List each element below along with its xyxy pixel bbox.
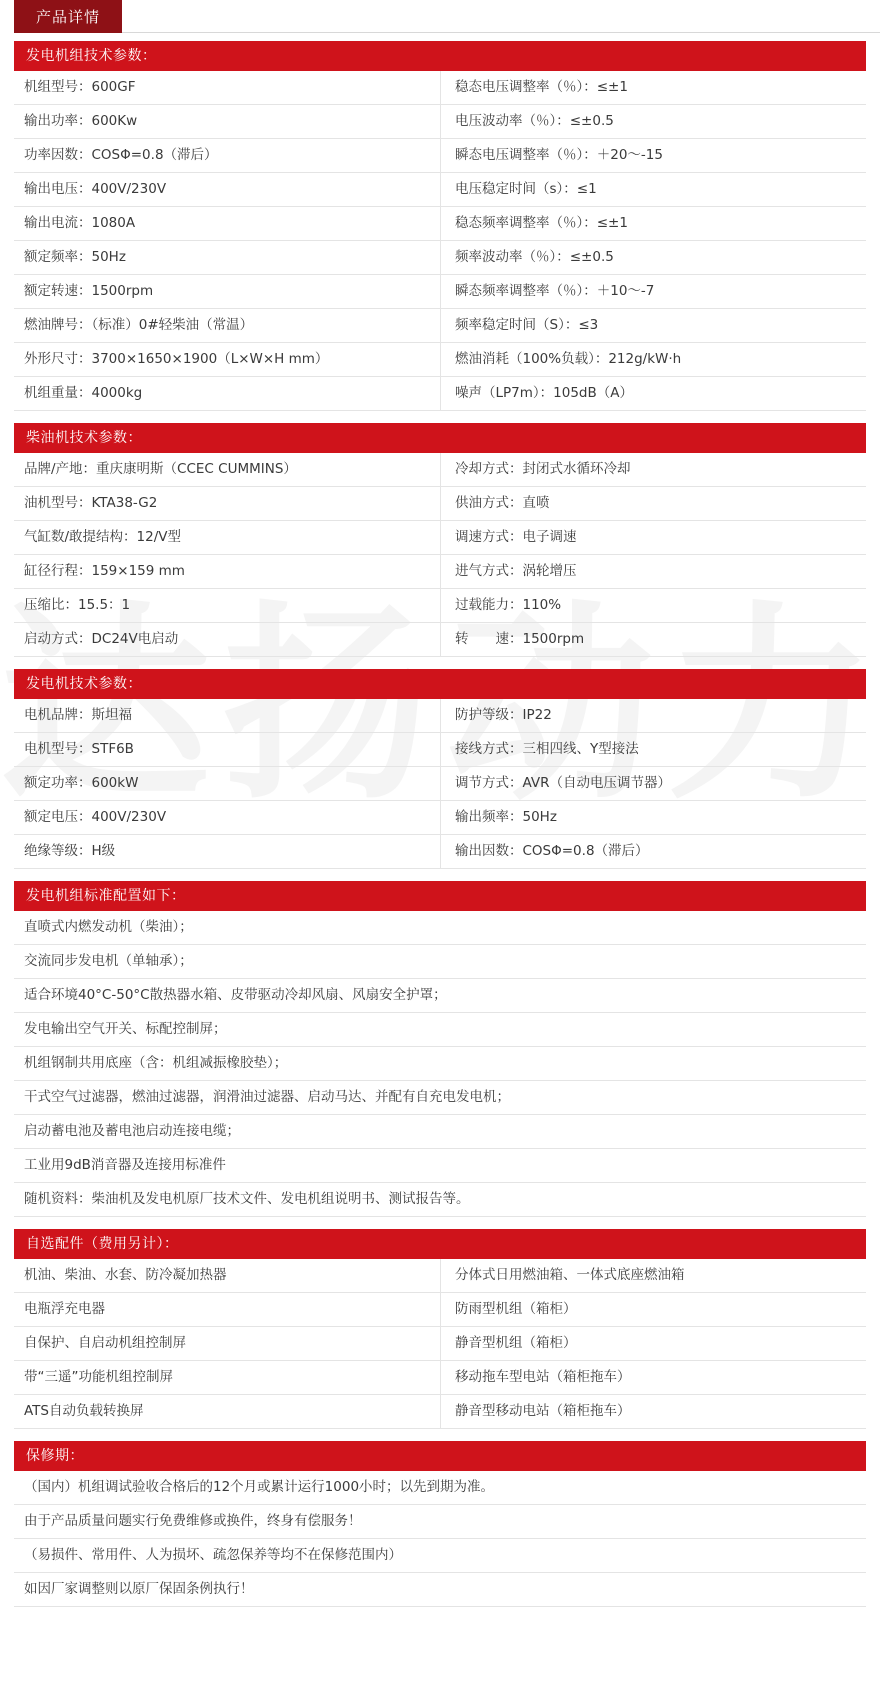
- spec-cell: 电机品牌：斯坦福: [24, 707, 132, 723]
- table-row: [14, 589, 866, 623]
- table-row: [14, 453, 866, 487]
- table-optional-accessories: [14, 1259, 866, 1429]
- spec-cell: 防雨型机组（箱柜）: [440, 1293, 866, 1326]
- list-item: 干式空气过滤器，燃油过滤器，润滑油过滤器、启动马达、并配有自充电发电机；: [14, 1081, 866, 1115]
- table-row: [14, 105, 866, 139]
- spec-cell: 频率稳定时间（S）：≤3: [440, 309, 866, 342]
- spec-cell: 瞬态频率调整率（％）：＋10～‐7: [440, 275, 866, 308]
- section-header-diesel-engine-params: 柴油机技术参数：: [14, 423, 866, 453]
- table-row: [14, 623, 866, 657]
- top-tab-bar: [0, 0, 880, 33]
- spec-cell: 冷却方式：封闭式水循环冷却: [440, 453, 866, 486]
- section-header-warranty: 保修期：: [14, 1441, 866, 1471]
- spec-cell: 输出电压：400V/230V: [24, 181, 167, 197]
- spec-cell: 电压波动率（％）：≤±0.5: [440, 105, 866, 138]
- spec-cell: 输出功率：600Kw: [24, 113, 138, 129]
- spec-cell: 移动拖车型电站（箱柜拖车）: [440, 1361, 866, 1394]
- spec-cell: 外形尺寸：3700×1650×1900（L×W×H mm）: [24, 351, 329, 367]
- spec-cell: 防护等级：IP22: [440, 699, 866, 732]
- spec-cell: 静音型移动电站（箱柜拖车）: [440, 1395, 866, 1428]
- table-row: [14, 555, 866, 589]
- spec-cell: 过载能力：110%: [440, 589, 866, 622]
- spec-cell: 气缸数/敢提结构：12/V型: [24, 529, 182, 545]
- table-row: [14, 139, 866, 173]
- list-item: 如因厂家调整则以原厂保固条例执行！: [14, 1573, 866, 1607]
- table-row: [14, 71, 866, 105]
- spec-cell: 供油方式：直喷: [440, 487, 866, 520]
- list-item: 机组钢制共用底座（含：机组减振橡胶垫）；: [14, 1047, 866, 1081]
- spec-cell: 电机型号：STF6B: [24, 741, 134, 757]
- table-row: [14, 733, 866, 767]
- spec-cell: 启动方式：DC24V电启动: [24, 631, 179, 647]
- spec-cell: 燃油牌号：（标准）0#轻柴油（常温）: [24, 317, 254, 333]
- table-row: [14, 173, 866, 207]
- list-item: （国内）机组调试验收合格后的12个月或累计运行1000小时；以先到期为准。: [14, 1471, 866, 1505]
- spec-cell: 转 速：1500rpm: [440, 623, 866, 656]
- table-row: [14, 1327, 866, 1361]
- spec-cell: 瞬态电压调整率（％）：＋20～‐15: [440, 139, 866, 172]
- table-row: [14, 699, 866, 733]
- list-item: 发电输出空气开关、标配控制屏；: [14, 1013, 866, 1047]
- spec-cell: 稳态频率调整率（％）：≤±1: [440, 207, 866, 240]
- table-row: [14, 801, 866, 835]
- list-item: 随机资料：柴油机及发电机原厂技术文件、发电机组说明书、测试报告等。: [14, 1183, 866, 1217]
- list-item: 交流同步发电机（单轴承）；: [14, 945, 866, 979]
- spec-cell: 缸径行程：159×159 mm: [24, 563, 185, 579]
- spec-cell: 绝缘等级：H级: [24, 843, 116, 859]
- table-row: [14, 377, 866, 411]
- table-row: [14, 767, 866, 801]
- table-row: [14, 1293, 866, 1327]
- table-row: [14, 241, 866, 275]
- list-item: 工业用9dB消音器及连接用标准件: [14, 1149, 866, 1183]
- spec-content: [0, 41, 880, 1607]
- spec-cell: 额定频率：50Hz: [24, 249, 126, 265]
- table-row: [14, 343, 866, 377]
- table-row: [14, 309, 866, 343]
- spec-cell: 品牌/产地：重庆康明斯（CCEC CUMMINS）: [24, 461, 297, 477]
- spec-cell: 噪声（LP7m）：105dB（A）: [440, 377, 866, 410]
- tab-bar-rule: [122, 0, 880, 33]
- spec-cell: 机组型号：600GF: [24, 79, 136, 95]
- spec-cell: 输出频率：50Hz: [440, 801, 866, 834]
- list-item: 适合环境40°C‐50°C散热器水箱、皮带驱动冷却风扇、风扇安全护罩；: [14, 979, 866, 1013]
- tab-product-detail[interactable]: 产品详情: [14, 0, 122, 33]
- spec-cell: 调节方式：AVR（自动电压调节器）: [440, 767, 866, 800]
- table-alternator-params: [14, 699, 866, 869]
- spec-cell: 额定转速：1500rpm: [24, 283, 154, 299]
- table-row: [14, 835, 866, 869]
- spec-cell: 静音型机组（箱柜）: [440, 1327, 866, 1360]
- section-header-alternator-params: 发电机技术参数：: [14, 669, 866, 699]
- spec-cell: 稳态电压调整率（％）：≤±1: [440, 71, 866, 104]
- spec-cell: 额定电压：400V/230V: [24, 809, 167, 825]
- section-header-optional-accessories: 自选配件（费用另计）：: [14, 1229, 866, 1259]
- table-diesel-engine-params: [14, 453, 866, 657]
- table-row: [14, 275, 866, 309]
- spec-cell: 接线方式：三相四线、Y型接法: [440, 733, 866, 766]
- list-item: 启动蓄电池及蓄电池启动连接电缆；: [14, 1115, 866, 1149]
- list-item: 直喷式内燃发动机（柴油）；: [14, 911, 866, 945]
- table-genset-params: [14, 71, 866, 411]
- list-item: 由于产品质量问题实行免费维修或换件，终身有偿服务！: [14, 1505, 866, 1539]
- spec-cell: 机油、柴油、水套、防冷凝加热器: [24, 1267, 227, 1283]
- spec-cell: 输出电流：1080A: [24, 215, 136, 231]
- spec-cell: 调速方式：电子调速: [440, 521, 866, 554]
- table-row: [14, 1395, 866, 1429]
- table-row: [14, 487, 866, 521]
- list-item: （易损件、常用件、人为损坏、疏忽保养等均不在保修范围内）: [14, 1539, 866, 1573]
- spec-cell: 电瓶浮充电器: [24, 1301, 105, 1317]
- spec-cell: 燃油消耗（100%负载）：212g/kW·h: [440, 343, 866, 376]
- spec-cell: 油机型号：KTA38-G2: [24, 495, 158, 511]
- spec-cell: 额定功率：600kW: [24, 775, 139, 791]
- list-warranty: [14, 1471, 866, 1607]
- spec-cell: 自保护、自启动机组控制屏: [24, 1335, 186, 1351]
- section-header-standard-configuration: 发电机组标准配置如下：: [14, 881, 866, 911]
- table-row: [14, 521, 866, 555]
- spec-cell: 电压稳定时间（s）：≤1: [440, 173, 866, 206]
- section-header-genset-params: 发电机组技术参数：: [14, 41, 866, 71]
- spec-cell: 进气方式：涡轮增压: [440, 555, 866, 588]
- spec-cell: 输出因数：COSΦ=0.8（滞后）: [440, 835, 866, 868]
- spec-cell: 频率波动率（％）：≤±0.5: [440, 241, 866, 274]
- table-row: [14, 1259, 866, 1293]
- spec-cell: ATS自动负载转换屏: [24, 1403, 144, 1419]
- spec-cell: 压缩比：15.5：1: [24, 597, 131, 613]
- spec-cell: 带“三遥”功能机组控制屏: [24, 1369, 173, 1385]
- spec-cell: 功率因数：COSΦ=0.8（滞后）: [24, 147, 218, 163]
- spec-cell: 机组重量：4000kg: [24, 385, 143, 401]
- table-row: [14, 207, 866, 241]
- table-row: [14, 1361, 866, 1395]
- spec-cell: 分体式日用燃油箱、一体式底座燃油箱: [440, 1259, 866, 1292]
- list-standard-configuration: [14, 911, 866, 1217]
